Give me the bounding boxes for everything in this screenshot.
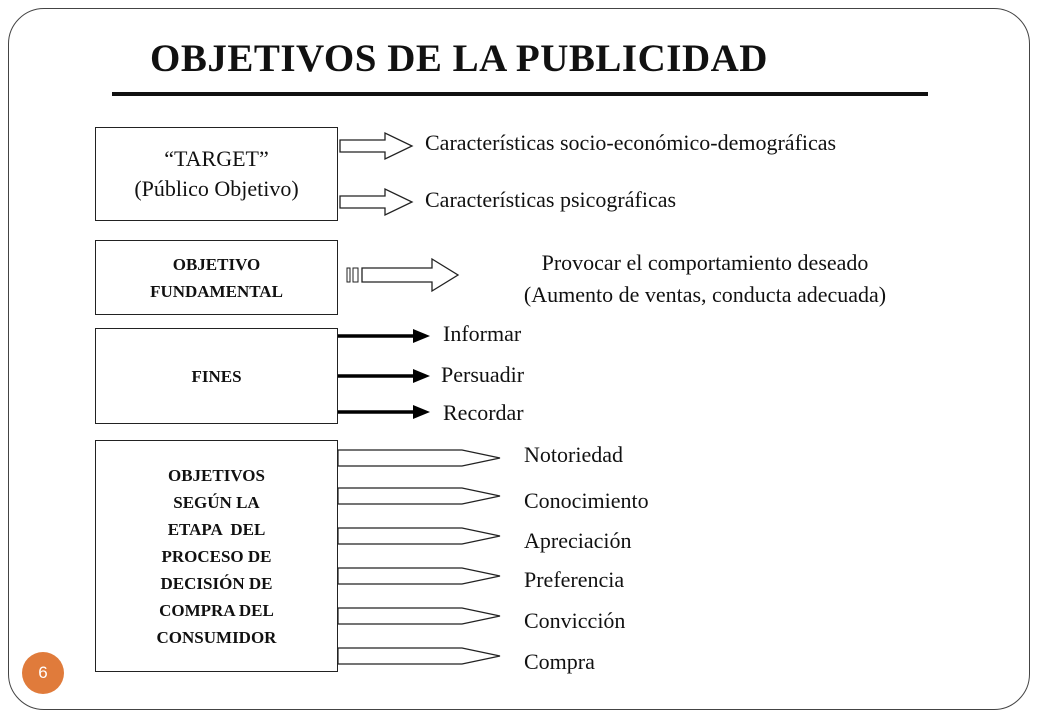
stage-arrow-3 [338, 528, 500, 544]
fines-item-informar: Informar [443, 321, 522, 346]
fines-box-label: FINES [191, 366, 242, 386]
fines-arrow-3 [338, 405, 430, 419]
stage-arrow-5 [338, 608, 500, 624]
stage-item-conocimiento: Conocimiento [524, 488, 649, 513]
stage-item-compra: Compra [524, 649, 595, 674]
fines-item-recordar: Recordar [443, 400, 524, 425]
stage-arrow-4 [338, 568, 500, 584]
target-item-2: Características psicográficas [425, 187, 677, 212]
target-box-line-1: “TARGET” [164, 146, 269, 171]
stage-arrow-1 [338, 450, 500, 466]
fundamental-arrow [347, 259, 458, 291]
stages-box-line-4: PROCESO DE [161, 546, 272, 566]
stage-item-apreciacion: Apreciación [524, 528, 632, 553]
target-box-line-2: (Público Objetivo) [134, 176, 299, 201]
fines-arrow-2 [338, 369, 430, 383]
stage-arrow-6 [338, 648, 500, 664]
stage-item-notoriedad: Notoriedad [524, 442, 623, 467]
fines-item-persuadir: Persuadir [441, 362, 525, 387]
stages-box-line-7: CONSUMIDOR [156, 627, 277, 647]
stages-box-line-5: DECISIÓN DE [160, 573, 273, 593]
fundamental-box-line-2: FUNDAMENTAL [150, 281, 283, 301]
slide-title: OBJETIVOS DE LA PUBLICIDAD [150, 37, 768, 80]
target-arrow-1 [340, 133, 412, 159]
target-item-1: Características socio-económico-demográficas [425, 130, 837, 155]
stages-box-line-3: ETAPA DEL [167, 519, 266, 539]
fines-arrow-1 [338, 329, 430, 343]
fundamental-result-line-2: (Aumento de ventas, conducta adecuada) [523, 282, 887, 307]
stage-item-conviccion: Convicción [524, 608, 626, 633]
page-number-badge [22, 652, 64, 694]
target-arrow-2 [340, 189, 412, 215]
fundamental-result-line-1: Provocar el comportamiento deseado [541, 250, 869, 275]
stage-item-preferencia: Preferencia [524, 567, 625, 592]
fundamental-box-line-1: OBJETIVO [172, 254, 261, 274]
stage-arrow-2 [338, 488, 500, 504]
stages-box-line-1: OBJETIVOS [168, 465, 265, 485]
stages-box-line-6: COMPRA DEL [159, 600, 274, 620]
page-number: 6 [38, 663, 48, 682]
stages-box-line-2: SEGÚN LA [173, 492, 260, 512]
